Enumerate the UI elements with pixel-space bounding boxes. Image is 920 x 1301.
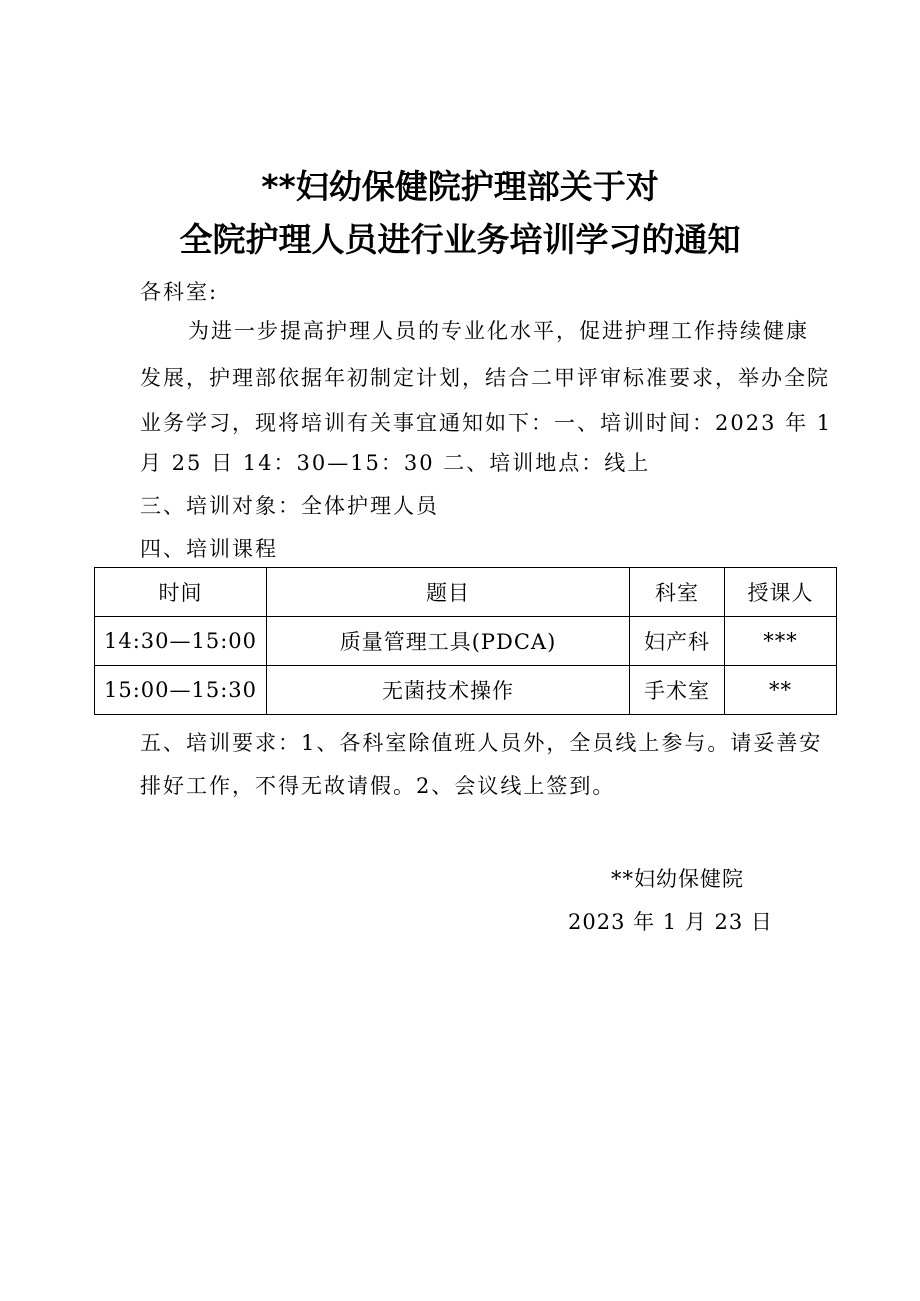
cell-time: 14:30—15:00 [95,617,267,666]
cell-lecturer: ** [725,666,837,715]
cell-topic: 无菌技术操作 [267,666,630,715]
notice-title-line-1: **妇幼保健院护理部关于对 [261,167,659,206]
item-training-audience: 三、培训对象：全体护理人员 [140,494,439,518]
cell-department: 妇产科 [630,617,725,666]
signature-org: **妇幼保健院 [611,867,744,891]
header-lecturer: 授课人 [725,568,837,617]
signature-date: 2023 年 1 月 23 日 [568,910,773,934]
table-row [95,666,837,715]
requirements-line-2: 排好工作，不得无故请假。2、会议线上签到。 [140,774,616,798]
header-topic: 题目 [267,568,630,617]
salutation: 各科室: [140,280,219,304]
table-row [95,617,837,666]
table-header-row [95,568,837,617]
header-time: 时间 [95,568,267,617]
cell-topic: 质量管理工具(PDCA) [267,617,630,666]
paragraph-line-3: 业务学习，现将培训有关事宜通知如下：一、培训时间：2023 年 1 [140,411,833,435]
paragraph-line-2: 发展，护理部依据年初制定计划，结合二甲评审标准要求，举办全院 [140,366,830,390]
cell-time: 15:00—15:30 [95,666,267,715]
cell-department: 手术室 [630,666,725,715]
paragraph-line-1: 为进一步提高护理人员的专业化水平，促进护理工作持续健康 [188,319,809,343]
notice-title-line-2: 全院护理人员进行业务培训学习的通知 [179,220,741,259]
paragraph-line-4: 月 25 日 14：30—15：30 二、培训地点：线上 [140,451,651,475]
item-training-courses: 四、培训课程 [140,537,278,561]
cell-lecturer: *** [725,617,837,666]
course-table [94,567,837,715]
requirements-line-1: 五、培训要求：1、各科室除值班人员外，全员线上参与。请妥善安 [140,731,823,755]
header-department: 科室 [630,568,725,617]
